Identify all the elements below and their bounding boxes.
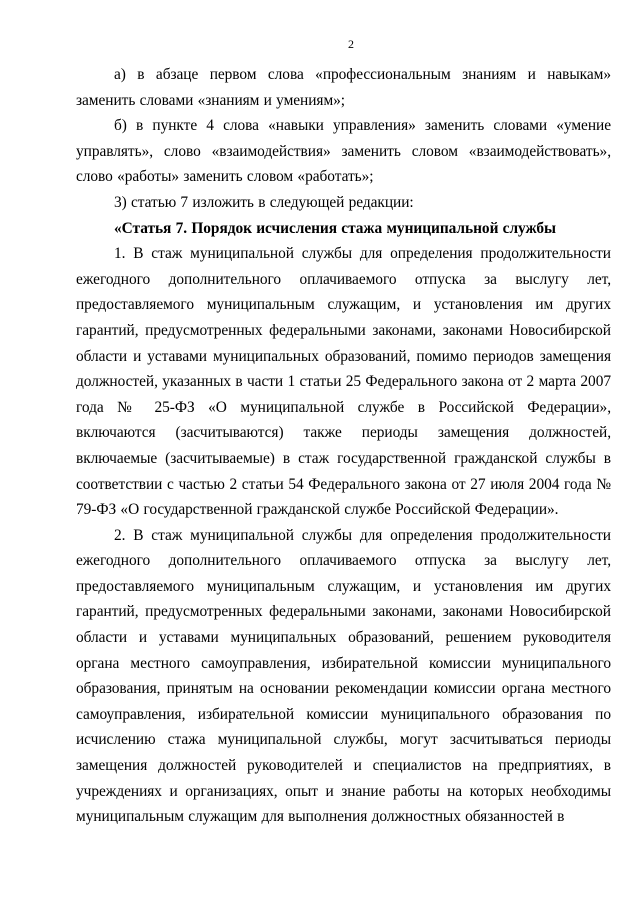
paragraph-clause-1: 1. В стаж муниципальной службы для определения продолжительности ежегодного дополнительного оплачиваемого отпуска за выслугу лет, предоставляемого муниципальным служащим, и установления им других гарантий, предусмотренных федеральными законами, законами Новосибирской области и уставами муниципальных образований, помимо периодов замещения должностей, указанных в части 1 статьи 25 Федерального закона от 2 марта 2007 года № 25-ФЗ «О муниципальной службе в Российской Федерации», включаются (засчитываются) также периоды замещения должностей, включаемые (засчитываемые) в стаж государственной гражданской службы в соответствии с частью 2 статьи 54 Федерального закона от 27 июля 2004 года № 79-ФЗ «О государственной гражданской службе Российской Федерации». (76, 245, 611, 519)
page-number: 2 (348, 37, 354, 51)
paragraph-amendment-a: а) в абзаце первом слова «профессиональным знаниям и навыкам» заменить словами «знаниям и умениям»; (76, 66, 611, 109)
paragraph-amendment-b: б) в пункте 4 слова «навыки управления» заменить словами «умение управлять», слово «взаимодействия» заменить словом «взаимодействовать», слово «работы» заменить словом «работать»; (76, 117, 611, 186)
paragraph-clause-2: 2. В стаж муниципальной службы для определения продолжительности ежегодного дополнительного оплачиваемого отпуска за выслугу лет, предоставляемого муниципальным служащим, и установления им других гарантий, предусмотренных федеральными законами, законами Новосибирской области и уставами муниципальных образований, решением руководителя органа местного самоуправления, избирательной комиссии муниципального образования, принятым на основании рекомендации комиссии органа местного самоуправления, избирательной комиссии муниципального образования по исчислению стажа муниципальной службы, могут засчитываться периоды замещения должностей руководителей и специалистов на предприятиях, в учреждениях и организациях, опыт и знание работы на которых необходимы муниципальным служащим для выполнения должностных обязанностей в (76, 526, 611, 826)
article-heading: «Статья 7. Порядок исчисления стажа муниципальной службы (114, 219, 557, 237)
paragraph-item-3: 3) статью 7 изложить в следующей редакции: (114, 193, 414, 211)
